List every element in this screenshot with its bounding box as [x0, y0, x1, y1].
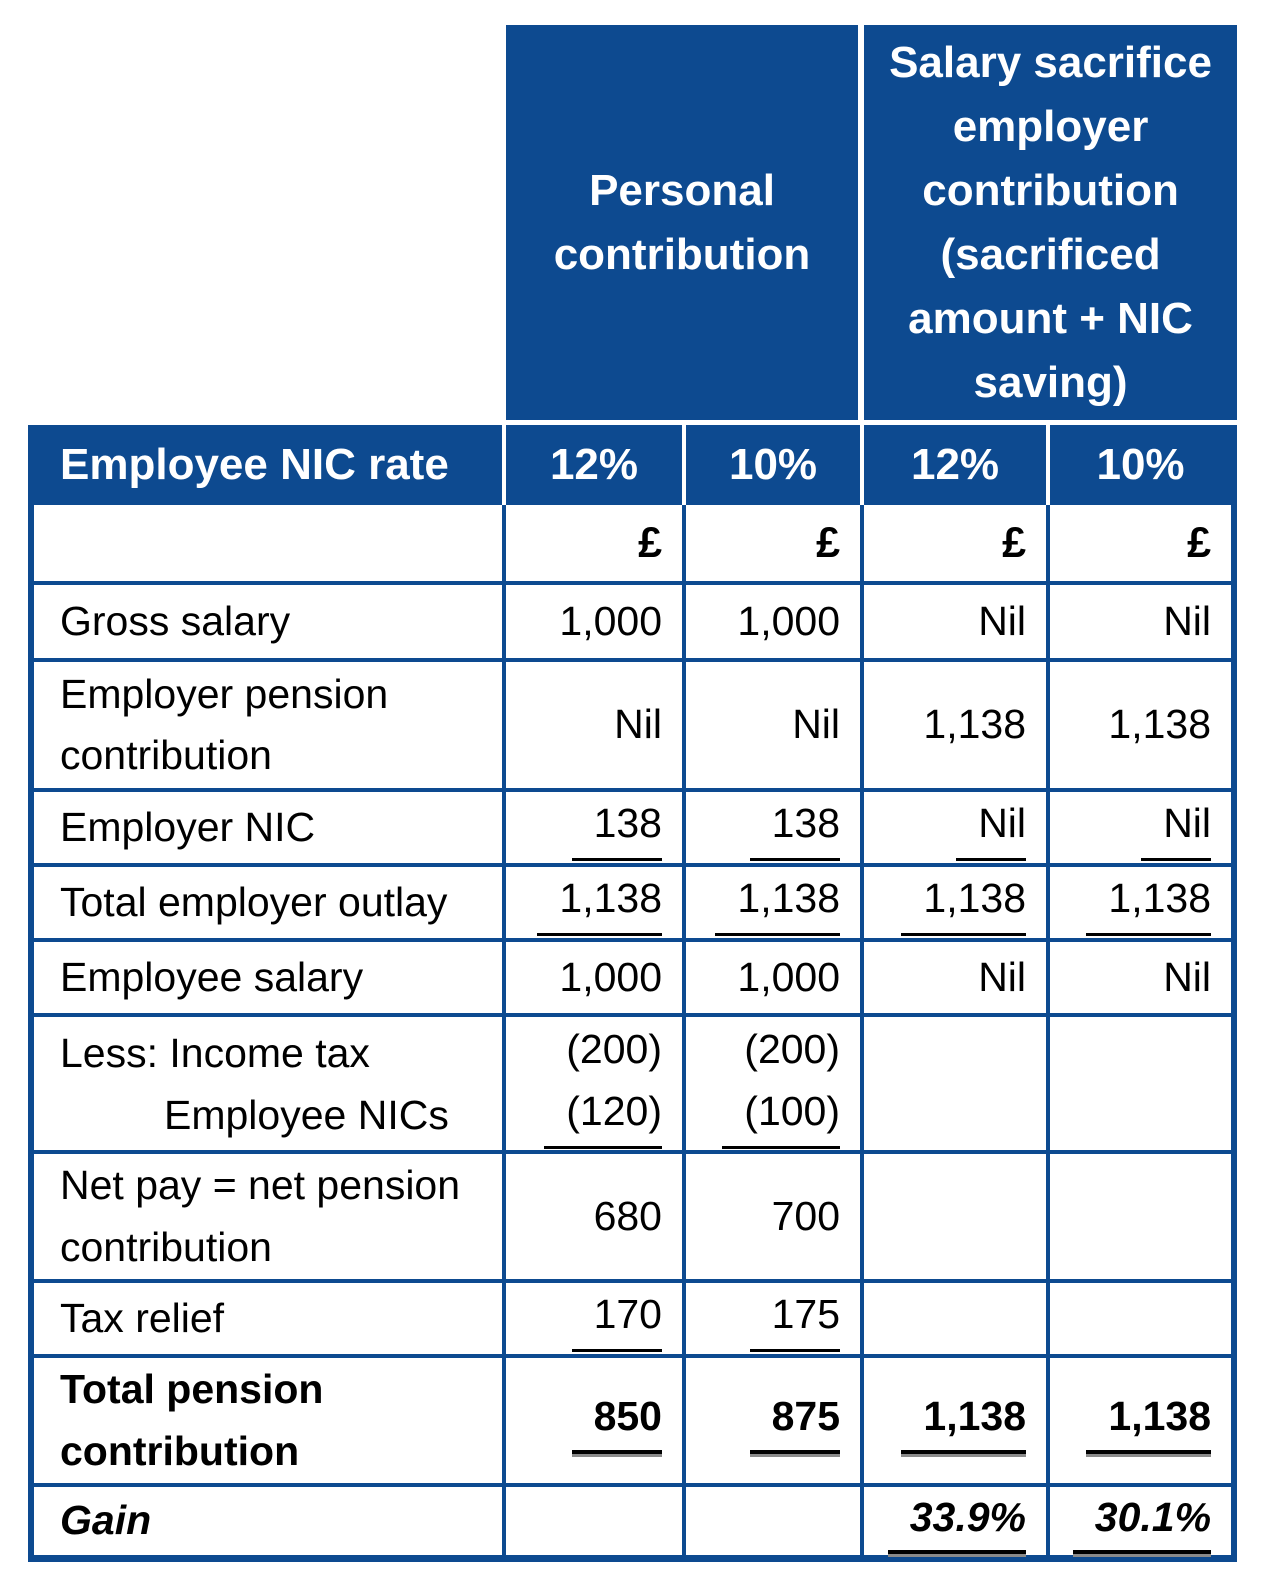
cell-value: [864, 867, 1050, 942]
nic-rate-label: Employee NIC rate: [28, 425, 506, 505]
underlined-value: 1,138: [901, 869, 1026, 935]
header-salary-sacrifice: Salary sacrifice employer contribution (sacrificed amount + NIC saving): [864, 25, 1237, 425]
cell-empty: [506, 1487, 686, 1562]
row-label: Tax relief: [28, 1283, 506, 1358]
cell-value: [506, 1017, 686, 1154]
row-label-line1: Less: Income tax: [60, 1029, 370, 1076]
value-line1: (200): [566, 1026, 662, 1072]
cell-value: [686, 1017, 864, 1154]
row-total-employer-outlay: [28, 867, 1237, 942]
header-personal-contribution: Personal contribution: [506, 25, 864, 425]
underlined-value: 138: [572, 794, 662, 860]
cell-value: Nil: [506, 662, 686, 792]
nic-rate-value: 12%: [864, 425, 1050, 505]
underlined-value: (120): [544, 1080, 662, 1149]
cell-value: Nil: [864, 942, 1050, 1017]
column-group-header-row: [28, 25, 1237, 425]
row-label: Gross salary: [28, 585, 506, 662]
cell-empty: [1050, 1154, 1237, 1283]
currency-symbol: £: [864, 505, 1050, 585]
underlined-value: 1,138: [537, 869, 662, 935]
row-employee-nic-rate: [28, 425, 1237, 505]
cell-value: 1,000: [686, 942, 864, 1017]
row-label: Net pay = net pension contribution: [28, 1154, 506, 1283]
nic-rate-value: 10%: [1050, 425, 1237, 505]
cell-empty: [864, 1283, 1050, 1358]
currency-symbol: £: [1050, 505, 1237, 585]
row-less-income-tax-employee-nics: [28, 1017, 1237, 1154]
double-underlined-value: 1,138: [901, 1387, 1026, 1453]
cell-value: 680: [506, 1154, 686, 1283]
cell-value: [686, 1283, 864, 1358]
cell-value: Nil: [1050, 942, 1237, 1017]
cell-value: [506, 1358, 686, 1487]
cell-value: [686, 867, 864, 942]
cell-value: [506, 867, 686, 942]
value-line2: [507, 1080, 662, 1149]
cell-empty: [1050, 1283, 1237, 1358]
underlined-value: 138: [750, 794, 840, 860]
underlined-value: Nil: [1141, 794, 1211, 860]
double-underlined-value: 850: [572, 1387, 662, 1453]
cell-value: 1,138: [1050, 662, 1237, 792]
cell-value: [864, 1358, 1050, 1487]
cell-value: [506, 1283, 686, 1358]
cell-value: [686, 792, 864, 867]
double-underlined-value: 33.9%: [888, 1488, 1026, 1554]
row-tax-relief: [28, 1283, 1237, 1358]
value-line1: (200): [744, 1026, 841, 1072]
cell-value: [1050, 1358, 1237, 1487]
row-gross-salary: [28, 585, 1237, 662]
cell-value: [864, 1487, 1050, 1562]
row-net-pay-net-pension-contribution: [28, 1154, 1237, 1283]
row-total-pension-contribution: [28, 1358, 1237, 1487]
cell-empty: [686, 1487, 864, 1562]
underlined-value: 1,138: [715, 869, 840, 935]
row-currency-symbols: [28, 505, 1237, 585]
cell-value: [506, 792, 686, 867]
underlined-value: Nil: [956, 794, 1026, 860]
salary-sacrifice-comparison-table: [28, 25, 1237, 1562]
cell-value: 1,000: [506, 585, 686, 662]
currency-row-label-empty: [28, 505, 506, 585]
row-label: Employee salary: [28, 942, 506, 1017]
cell-value: 1,138: [864, 662, 1050, 792]
double-underlined-value: 1,138: [1086, 1387, 1211, 1453]
cell-value: [1050, 867, 1237, 942]
row-label: Total employer outlay: [28, 867, 506, 942]
underlined-value: 1,138: [1086, 869, 1211, 935]
double-underlined-value: 30.1%: [1073, 1488, 1211, 1554]
row-label: Employer pension contribution: [28, 662, 506, 792]
underlined-value: 175: [750, 1285, 840, 1351]
cell-empty: [1050, 1017, 1237, 1154]
cell-value: 700: [686, 1154, 864, 1283]
row-label: Gain: [28, 1487, 506, 1562]
nic-rate-value: 10%: [686, 425, 864, 505]
underlined-value: (100): [722, 1080, 840, 1149]
currency-symbol: £: [686, 505, 864, 585]
cell-value: [864, 792, 1050, 867]
row-label: [28, 1017, 506, 1154]
cell-value: [686, 1358, 864, 1487]
currency-symbol: £: [506, 505, 686, 585]
cell-empty: [864, 1154, 1050, 1283]
double-underlined-value: 875: [750, 1387, 840, 1453]
top-left-spacer-cell: [28, 25, 506, 425]
row-employee-salary: [28, 942, 1237, 1017]
underlined-value: 170: [572, 1285, 662, 1351]
row-label-line2: Employee NICs: [164, 1091, 449, 1138]
cell-empty: [864, 1017, 1050, 1154]
row-label: Employer NIC: [28, 792, 506, 867]
cell-value: Nil: [864, 585, 1050, 662]
value-line2: [687, 1080, 840, 1149]
cell-value: [1050, 1487, 1237, 1562]
cell-value: 1,000: [506, 942, 686, 1017]
cell-value: 1,000: [686, 585, 864, 662]
nic-rate-value: 12%: [506, 425, 686, 505]
row-label: Total pension contribution: [28, 1358, 506, 1487]
cell-value: Nil: [1050, 585, 1237, 662]
row-employer-pension-contribution: [28, 662, 1237, 792]
row-gain: [28, 1487, 1237, 1562]
cell-value: Nil: [686, 662, 864, 792]
row-employer-nic: [28, 792, 1237, 867]
cell-value: [1050, 792, 1237, 867]
